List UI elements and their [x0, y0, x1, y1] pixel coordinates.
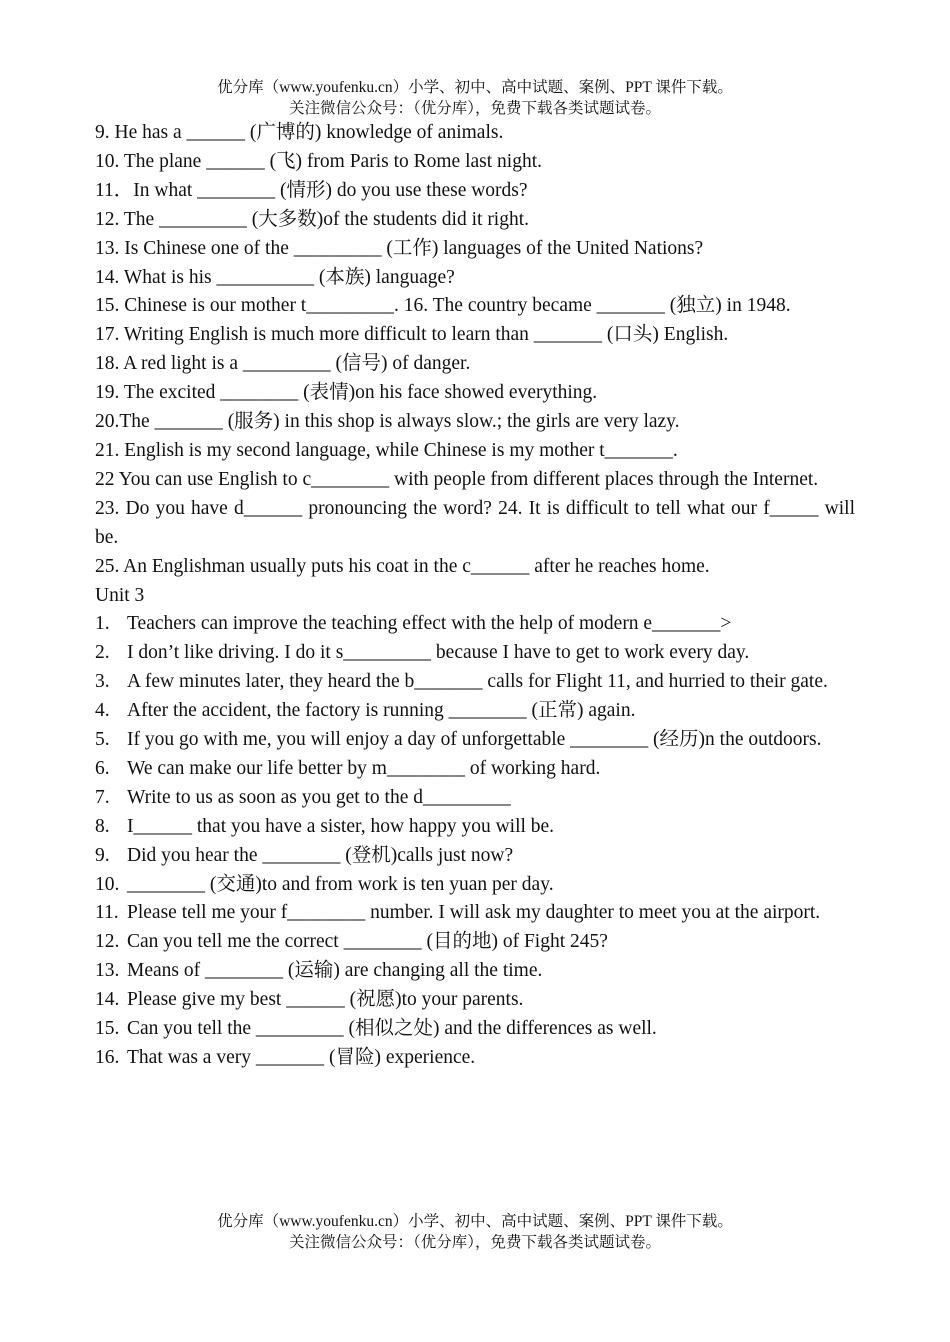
question-number: 4. — [95, 700, 110, 722]
question-line: 18. A red light is a _________ (信号) of danger. — [95, 353, 471, 375]
question-number: 16. — [95, 1047, 120, 1068]
question-line: 21. English is my second language, while Chinese is my mother t_______. — [95, 439, 678, 461]
question-line: 10. The plane ______ (飞) from Paris to Rome last night. — [95, 150, 542, 172]
question-line: 17. Writing English is much more difficult to learn than _______ (口头) English. — [95, 324, 729, 346]
unit3-question — [95, 842, 855, 871]
question-text: That was a very _______ (冒险) experience. — [127, 1047, 476, 1068]
question-number: 6. — [95, 757, 110, 779]
footer-line-2: 关注微信公众号：（优分库），免费下载各类试题试卷。 — [288, 1234, 661, 1251]
worksheet-body — [95, 119, 855, 1073]
question-text: I______ that you have a sister, how happy you will be. — [127, 815, 555, 837]
question-text: Write to us as soon as you get to the d_________ — [127, 786, 511, 808]
question-line: 11．In what ________ (情形) do you use these words? — [95, 179, 528, 201]
question-line: 19. The excited ________ (表情)on his face showed everything. — [95, 382, 598, 404]
question-number: 9. — [95, 844, 110, 866]
question-text: Please give my best ______ (祝愿)to your parents. — [127, 989, 524, 1011]
question-number: 7. — [95, 786, 110, 808]
unit3-question — [95, 813, 855, 842]
page-footer — [0, 1211, 950, 1253]
question-line: 23. Do you have d______ pronouncing the word? 24. It is difficult to tell what our f_____ will be. — [95, 497, 855, 548]
question-text: Can you tell the _________ (相似之处) and the differences as well. — [127, 1018, 657, 1040]
question-number: 5. — [95, 729, 110, 751]
unit3-question — [95, 726, 855, 755]
unit3-question — [95, 928, 855, 957]
question-text: Teachers can improve the teaching effect with the help of modern e_______> — [127, 613, 732, 635]
unit3-question — [95, 755, 855, 784]
unit3-question — [95, 610, 855, 639]
unit3-question — [95, 668, 855, 697]
unit3-question — [95, 899, 855, 928]
question-line: 20.The _______ (服务) in this shop is always slow.; the girls are very lazy. — [95, 411, 680, 433]
question-text: I don’t like driving. I do it s_________ because I have to get to work every day. — [127, 642, 750, 664]
question-line: 15. Chinese is our mother t_________. 16. The country became _______ (独立) in 1948. — [95, 295, 791, 317]
question-line: 9. He has a ______ (广博的) knowledge of animals. — [95, 122, 504, 143]
header-line-1: 优分库（www.youfenku.cn）小学、初中、高中试题、案例、PPT 课件下载。 — [217, 79, 733, 96]
question-line: 25. An Englishman usually puts his coat in the c______ after he reaches home. — [95, 555, 710, 577]
question-line: 22 You can use English to c________ with people from different places through the Internet. — [95, 468, 819, 490]
question-number: 12. — [95, 931, 120, 953]
question-number: 2. — [95, 642, 110, 664]
question-text: After the accident, the factory is running ________ (正常) again. — [127, 700, 636, 722]
question-number: 14. — [95, 989, 120, 1011]
unit3-question — [95, 697, 855, 726]
question-text: If you go with me, you will enjoy a day of unforgettable ________ (经历)n the outdoors. — [127, 729, 822, 751]
question-text: Did you hear the ________ (登机)calls just now? — [127, 844, 514, 866]
question-number: 13. — [95, 960, 120, 982]
unit3-question — [95, 1044, 855, 1073]
question-text: ________ (交通)to and from work is ten yuan per day. — [127, 873, 554, 895]
unit3-question — [95, 1015, 855, 1044]
footer-line-1: 优分库（www.youfenku.cn）小学、初中、高中试题、案例、PPT 课件下载。 — [217, 1213, 733, 1230]
question-line: 12. The _________ (大多数)of the students did it right. — [95, 208, 530, 230]
question-number: 8. — [95, 815, 110, 837]
unit3-question — [95, 639, 855, 668]
question-number: 1. — [95, 613, 110, 635]
unit-3-heading: Unit 3 — [95, 584, 145, 606]
question-text: We can make our life better by m________ of working hard. — [127, 757, 601, 779]
question-number: 15. — [95, 1018, 120, 1040]
unit3-question — [95, 957, 855, 986]
unit3-question — [95, 986, 855, 1015]
question-line: 14. What is his __________ (本族) language? — [95, 266, 455, 288]
unit3-question — [95, 784, 855, 813]
question-text: Means of ________ (运输) are changing all the time. — [127, 960, 543, 982]
unit3-question — [95, 871, 855, 900]
question-text: A few minutes later, they heard the b_______ calls for Flight 11, and hurried to their gate. — [127, 671, 828, 693]
page-header — [0, 77, 950, 119]
question-line: 13. Is Chinese one of the _________ (工作) languages of the United Nations? — [95, 237, 704, 259]
question-number: 11. — [95, 902, 119, 924]
question-number: 3. — [95, 671, 110, 693]
question-text: Please tell me your f________ number. I will ask my daughter to meet you at the airport. — [127, 902, 821, 924]
question-text: Can you tell me the correct ________ (目的地) of Fight 245? — [127, 931, 608, 953]
header-line-2: 关注微信公众号：（优分库），免费下载各类试题试卷。 — [288, 100, 661, 117]
question-number: 10. — [95, 873, 120, 895]
